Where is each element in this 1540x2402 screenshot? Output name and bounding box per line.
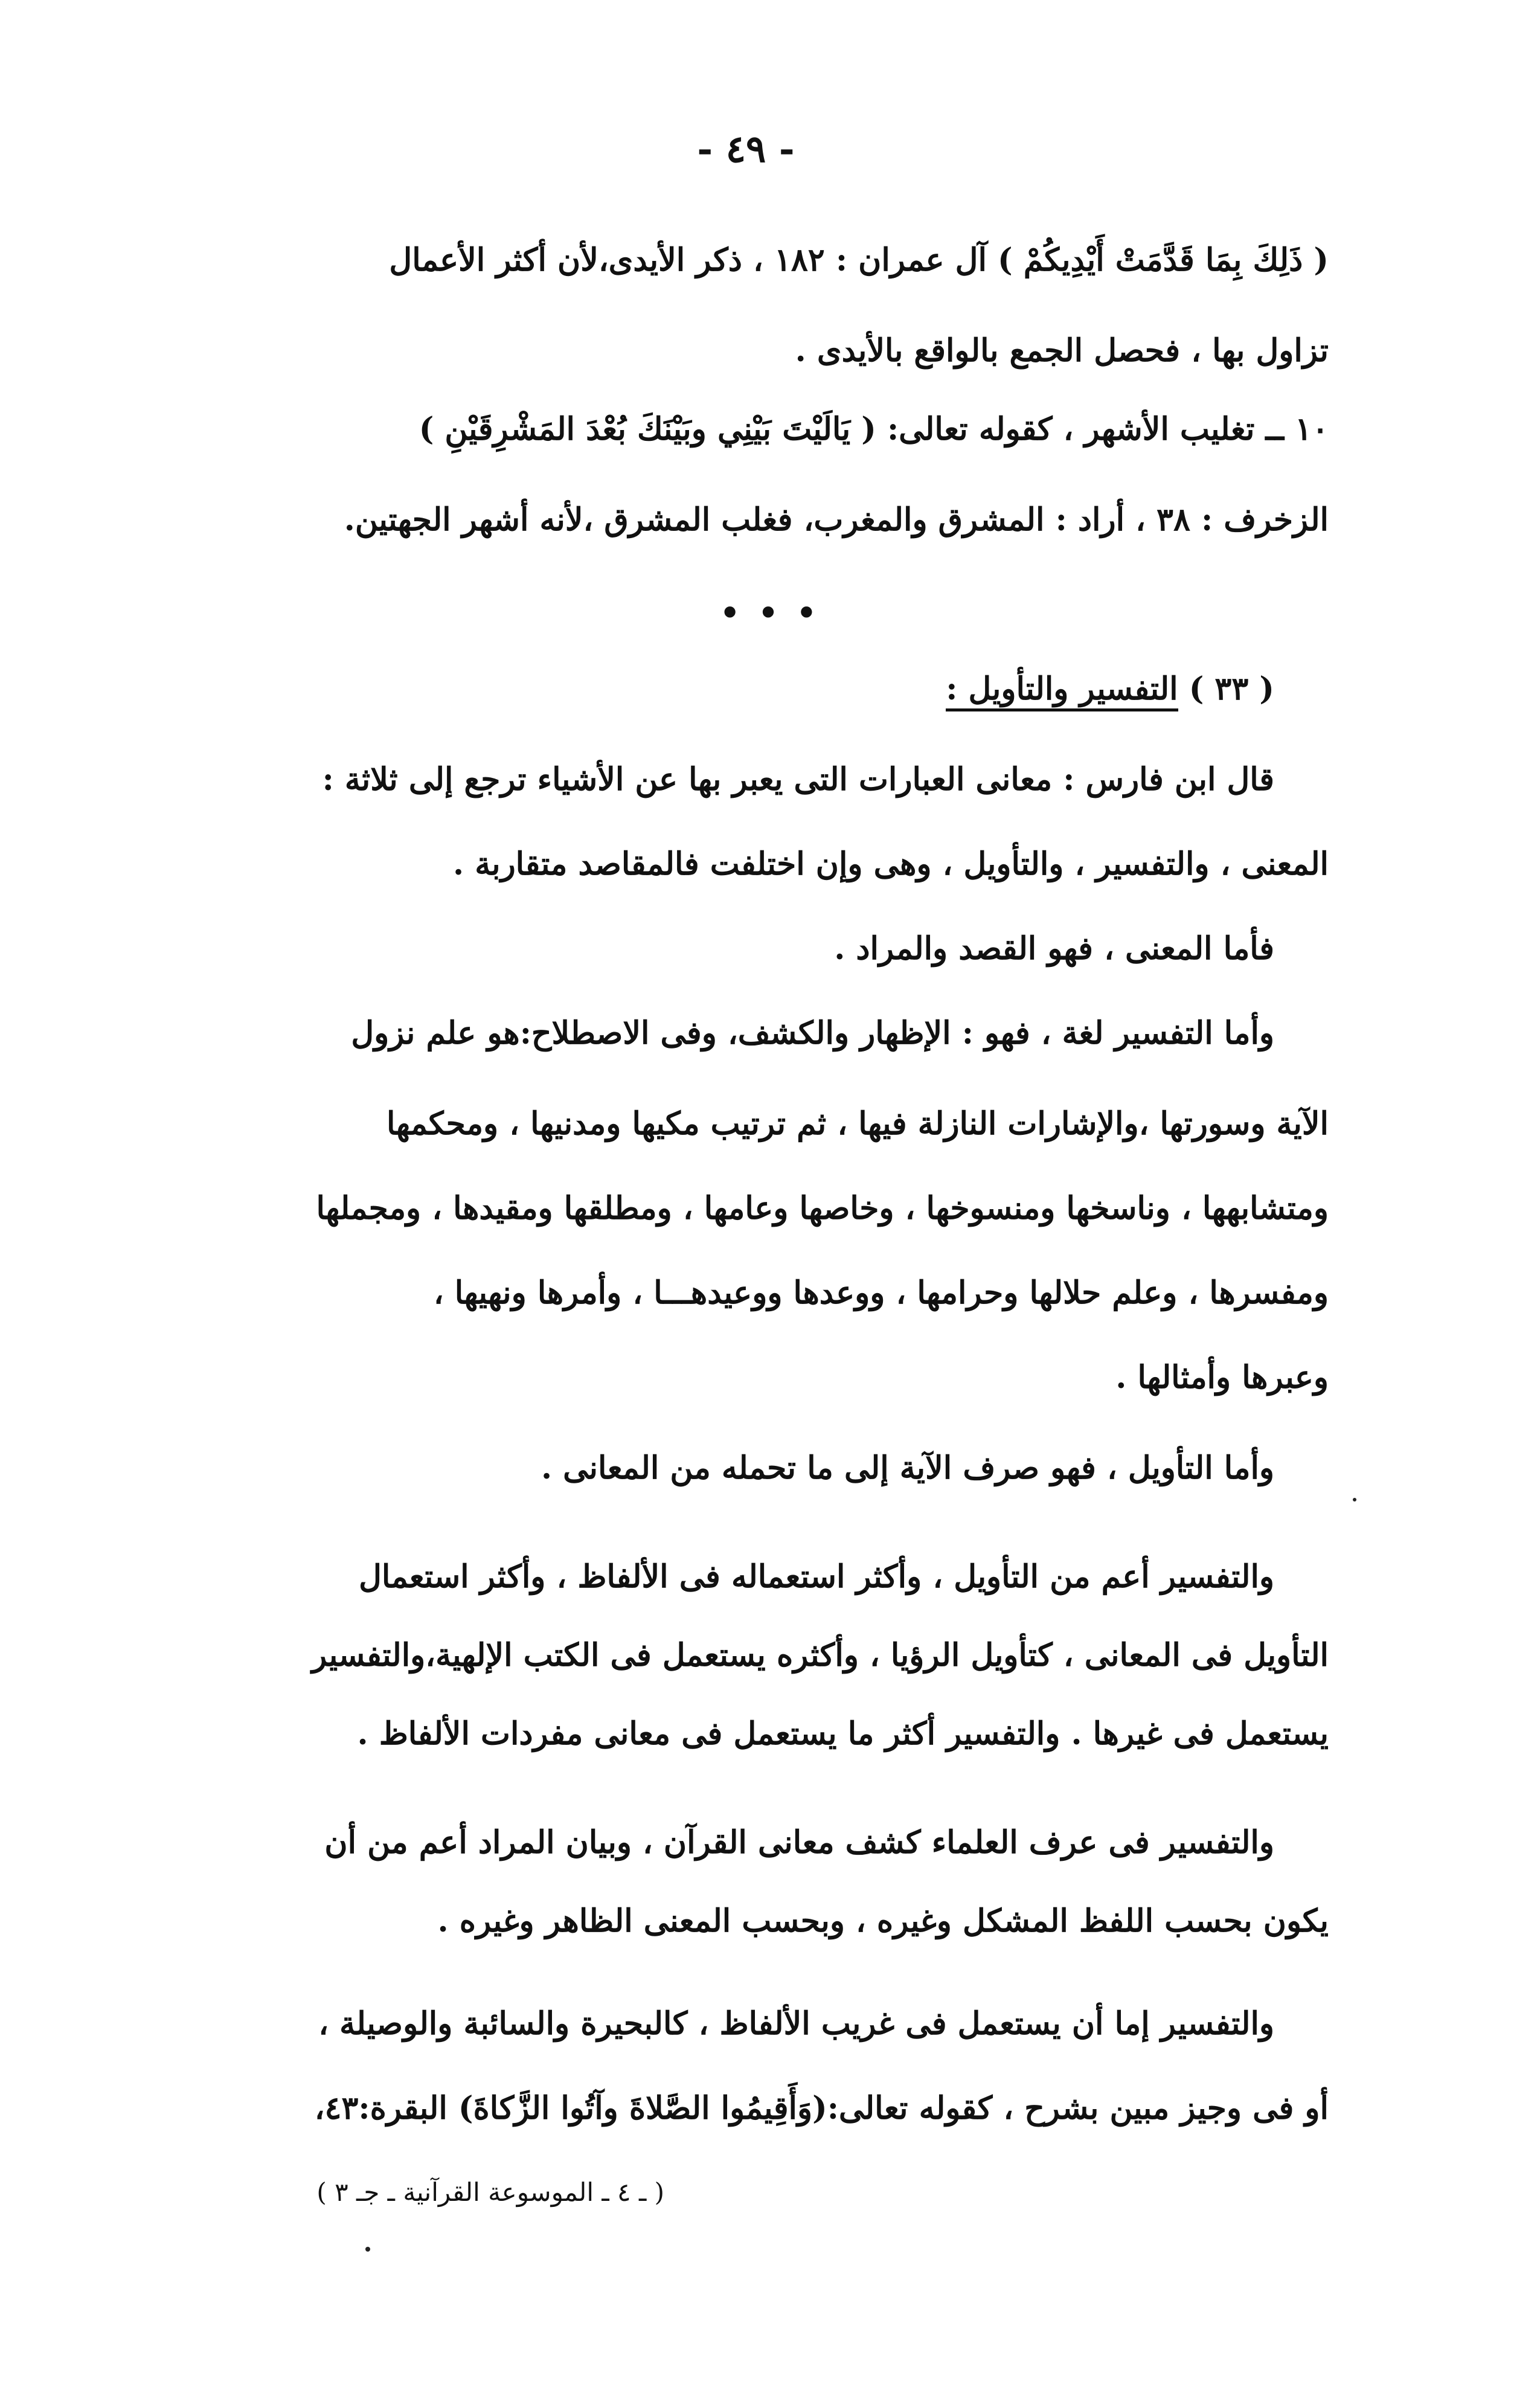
page-number: - ٤٩ - [697, 127, 795, 171]
section-separator: • • • [720, 595, 820, 632]
text-line: المعنى ، والتفسير ، والتأويل ، وهى وإن اختلفت فالمقاصد متقاربة . [453, 846, 1329, 882]
paragraph-block-2 [217, 761, 1329, 1425]
text-line: الآية وسورتها ،والإشارات النازلة فيها ، ثم ترتيب مكيها ومدنيها ، ومحكمها [387, 1105, 1329, 1142]
paragraph-block-5 [217, 2005, 1329, 2138]
text-line: أو فى وجيز مبين بشرح ، كقوله تعالى:(وَأَقِيمُوا الصَّلاةَ وآتُوا الزَّكاةَ) البقرة:٤٣، [314, 2090, 1329, 2127]
paragraph-tawil [217, 1450, 1329, 1498]
text-line: يكون بحسب اللفظ المشكل وغيره ، وبحسب المعنى الظاهر وغيره . [437, 1903, 1329, 1939]
text-line: قال ابن فارس : معانى العبارات التى يعبر بها عن الأشياء ترجع إلى ثلاثة : [322, 761, 1274, 798]
text-line: التأويل فى المعانى ، كتأويل الرؤيا ، وأكثره يستعمل فى الكتب الإلهية،والتفسير [312, 1637, 1329, 1674]
text-line: ( ذَلِكَ بِمَا قَدَّمَتْ أَيْدِيكُمْ ) آل عمران : ١٨٢ ، ذكر الأيدى،لأن أكثر الأعمال [389, 242, 1329, 278]
text-line: فأما المعنى ، فهو القصد والمراد . [834, 930, 1274, 967]
speck-mark [365, 2247, 370, 2252]
text-line: ومتشابهها ، وناسخها ومنسوخها ، وخاصها وعامها ، ومطلقها ومقيدها ، ومجملها [316, 1190, 1329, 1227]
text-line: تزاول بها ، فحصل الجمع بالواقع بالأيدى . [795, 332, 1329, 369]
text-line: يستعمل فى غيرها . والتفسير أكثر ما يستعمل فى معانى مفردات الألفاظ . [357, 1715, 1329, 1752]
text-line: وعبرها وأمثالها . [1115, 1359, 1329, 1396]
text-line: الزخرف : ٣٨ ، أراد : المشرق والمغرب، فغلب المشرق ،لأنه أشهر الجهتين. [344, 501, 1329, 538]
text-line: والتفسير فى عرف العلماء كشف معانى القرآن ، وبيان المراد أعم من أن [324, 1824, 1274, 1861]
paragraph-block-4 [217, 1824, 1329, 1945]
paragraph-block-1 [217, 242, 1329, 556]
text-line: ومفسرها ، وعلم حلالها وحرامها ، ووعدها ووعيدهـــا ، وأمرها ونهيها ، [433, 1274, 1329, 1311]
heading-number: ( ٣٣ ) [1189, 670, 1274, 707]
text-line: والتفسير إما أن يستعمل فى غريب الألفاظ ، كالبحيرة والسائبة والوصيلة ، [318, 2005, 1274, 2042]
heading-title: التفسير والتأويل : [946, 670, 1178, 711]
paragraph-block-3 [217, 1558, 1329, 1764]
text-line: وأما التأويل ، فهو صرف الآية إلى ما تحمله من المعانى . [541, 1450, 1274, 1486]
section-heading [217, 670, 1329, 719]
speck-mark [1353, 1498, 1356, 1501]
text-line: وأما التفسير لغة ، فهو : الإظهار والكشف، وفى الاصطلاح:هو علم نزول [351, 1015, 1274, 1052]
text-line: ١٠ ــ تغليب الأشهر ، كقوله تعالى: ( يَالَيْتَ بَيْنِي وبَيْنَكَ بُعْدَ المَشْرِقَيْنِ ) [419, 411, 1329, 448]
page-footer: ( ـ ٤ ـ الموسوعة القرآنية ـ جـ ٣ ) [316, 2177, 664, 2207]
text-line: والتفسير أعم من التأويل ، وأكثر استعماله فى الألفاظ ، وأكثر استعمال [359, 1558, 1274, 1595]
